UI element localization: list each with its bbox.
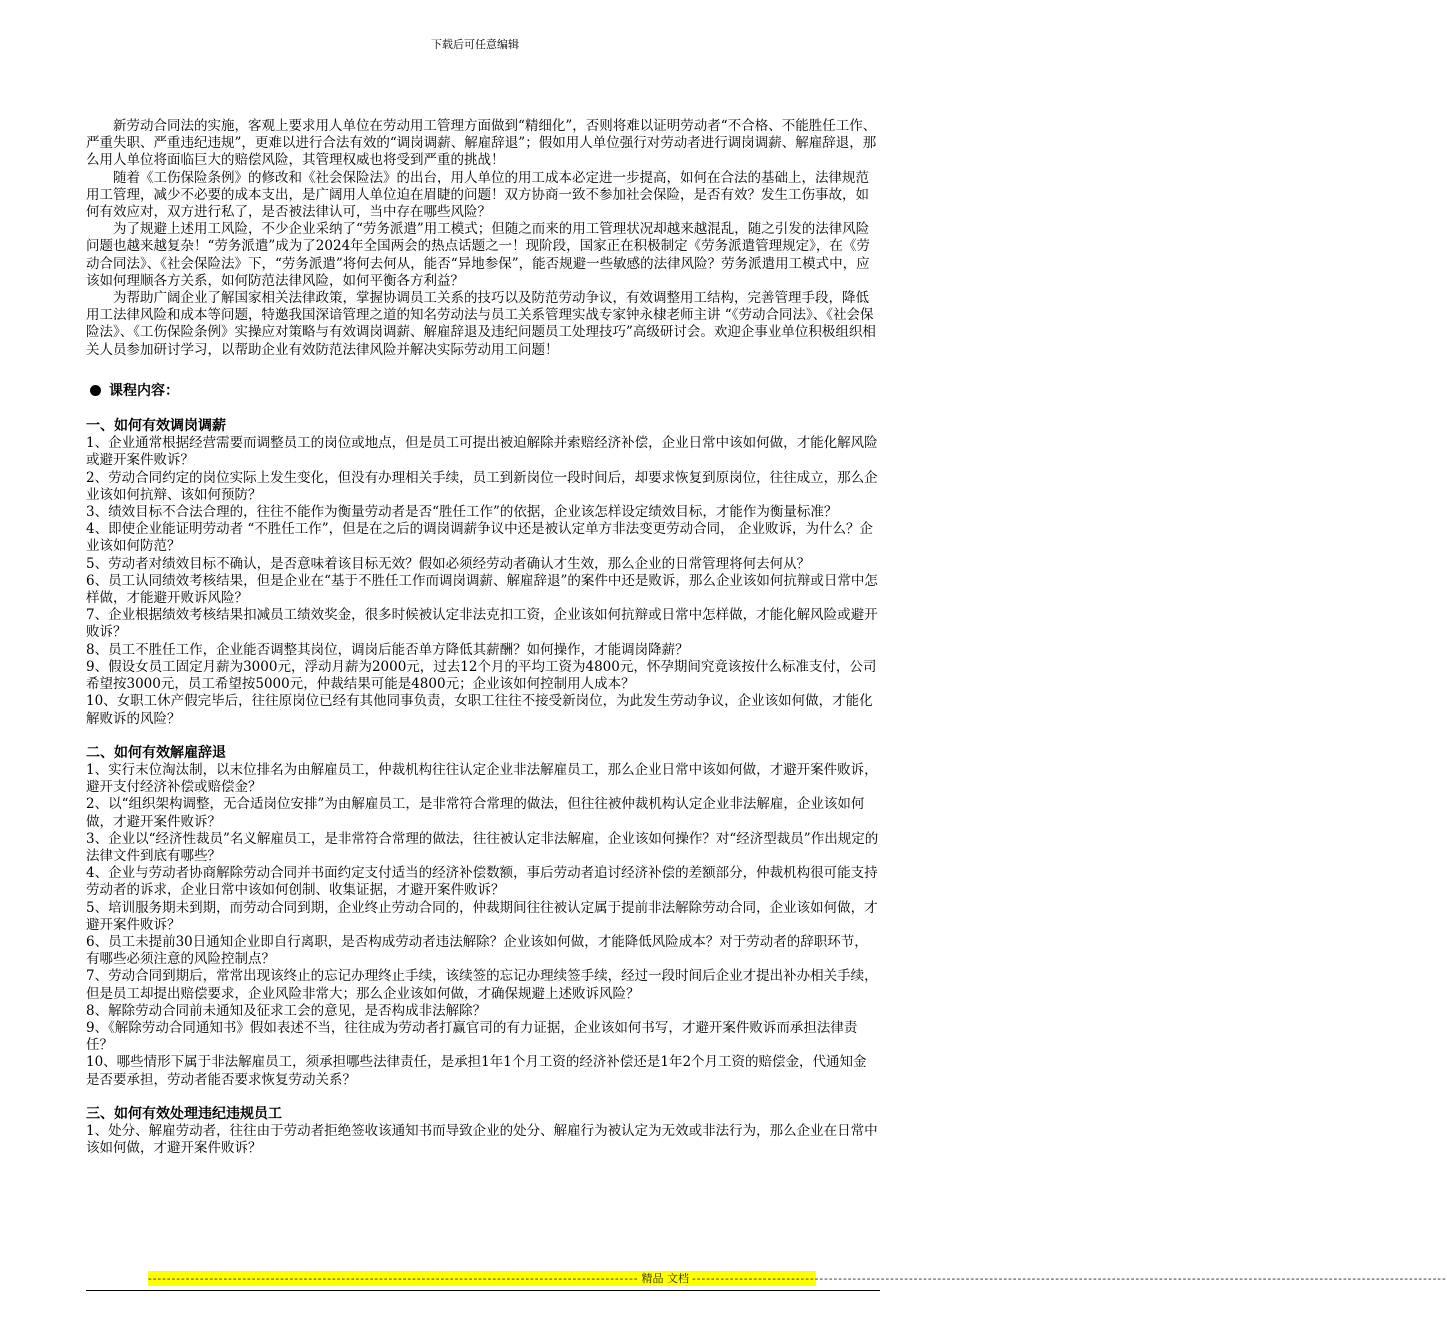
list-item: 5、培训服务期未到期，而劳动合同到期，企业终止劳动合同的，仲裁期间往往被认定属于提前非法解除劳动合同，企业该如何做，才避开案件败诉？ [86,899,878,933]
list-item: 8、解除劳动合同前未通知及征求工会的意见，是否构成非法解除？ [86,1002,487,1019]
course-heading [86,383,880,400]
list-item: 10、哪些情形下属于非法解雇员工，须承担哪些法律责任，是承担1年1个月工资的经济补偿还是1年2个月工资的赔偿金，代通知金是否要承担，劳动者能否要求恢复劳动关系？ [86,1054,867,1088]
list-item: 8、员工不胜任工作，企业能否调整其岗位，调岗后能否单方降低其薪酬？如何操作，才能调岗降薪？ [86,641,689,658]
intro-paragraph: 随着《工伤保险条例》的修改和《社会保险法》的出台，用人单位的用工成本必定进一步提高，如何在合法的基础上，法律规范用工管理，减少不必要的成本支出，是广阔用人单位迫在眉睫的问题！双方协商一致不参加社会保险，是否有效？发生工伤事故，如何有效应对，双方进行私了，是否被法律认可，当中存在哪些风险？ [86,169,869,221]
intro-paragraph: 为了规避上述用工风险，不少企业采纳了“劳务派遣”用工模式；但随之而来的用工管理状况却越来越混乱，随之引发的法律风险问题也越来越复杂！“劳务派遣”成为了2024年全国两会的热点话题之一！现阶段，国家正在积极制定《劳务派遣管理规定》，在《劳动合同法》、《社会保险法》下，“劳务派遣”将何去何从，能否“异地参保”，能否规避一些敏感的法律风险？劳务派遣用工模式中，应该如何理顺各方关系，如何防范法律风险，如何平衡各方利益？ [86,221,870,289]
footer-divider [86,1290,880,1291]
list-item: 1、企业通常根据经营需要而调整员工的岗位或地点，但是员工可提出被迫解除并索赔经济补偿，企业日常中该如何做，才能化解风险或避开案件败诉？ [86,435,878,469]
section-title: 二、如何有效解雇辞退 [86,744,226,761]
section-title: 一、如何有效调岗调薪 [86,418,226,435]
header-note: 下载后可任意编辑 [431,38,519,51]
list-item: 4、企业与劳动者协商解除劳动合同并书面约定支付适当的经济补偿数额，事后劳动者追讨经济补偿的差额部分，仲裁机构很可能支持劳动者的诉求，企业日常中该如何创制、收集证据，才避开案件败诉？ [86,865,878,899]
list-item: 6、员工认同绩效考核结果，但是企业在“基于不胜任工作而调岗调薪、解雇辞退”的案件中还是败诉，那么企业该如何抗辩或日常中怎样做，才能避开败诉风险？ [86,572,878,607]
section-1 [86,418,880,728]
list-item: 1、处分、解雇劳动者，往往由于劳动者拒绝签收该通知书而导致企业的处分、解雇行为被认定为无效或非法行为，那么企业在日常中该如何做，才避开案件败诉？ [86,1122,878,1157]
section-3 [86,1106,880,1158]
footer-dashes-left: -------------------------------------------------------------------------------------------------------- [148,1272,639,1285]
list-item: 7、企业根据绩效考核结果扣减员工绩效奖金，很多时候被认定非法克扣工资，企业该如何抗辩或日常中怎样做，才能化解风险或避开败诉？ [86,607,878,641]
footer-label: 精品 文档 [641,1272,690,1285]
section-2 [86,745,880,1089]
list-item: 9、《解除劳动合同通知书》假如表述不当，往往成为劳动者打赢官司的有力证据，企业该如何书写，才避开案件败诉而承担法律责任？ [86,1019,858,1054]
list-item: 3、企业以“经济性裁员”名义解雇员工，是非常符合常理的做法，往往被认定非法解雇，企业该如何操作？对“经济型裁员”作出规定的法律文件到底有哪些？ [86,830,879,864]
intro-paragraph: 新劳动合同法的实施，客观上要求用人单位在劳动用工管理方面做到“精细化”，否则将难以证明劳动者“不合格、不能胜任工作、严重失职、严重违纪违规”，更难以进行合法有效的“调岗调薪、解雇辞退”；假如用人单位强行对劳动者进行调岗调薪、解雇辞退，那么用人单位将面临巨大的赔偿风险，其管理权威也将受到严重的挑战！ [86,118,877,169]
footer-dashes-right: ---------------------------------------------------------------------------------------------------------------------------------------------------------------- [692,1272,1447,1285]
list-item: 3、绩效目标不合法合理的，往往不能作为衡量劳动者是否“胜任工作”的依据，企业该怎样设定绩效目标，才能作为衡量标准？ [86,504,838,521]
footer-banner [148,1271,1447,1286]
intro-paragraph: 为帮助广阔企业了解国家相关法律政策，掌握协调员工关系的技巧以及防范劳动争议，有效调整用工结构，完善管理手段，降低用工法律风险和成本等问题，特邀我国深谙管理之道的知名劳动法与员工关系管理实战专家钟永棣老师主讲 “《劳动合同法》、《社会保险法》、《工伤保险条例》实操应对策略与有效调岗调薪、解雇辞退及违纪问题员工处理技巧”高级研讨会。欢迎企事业单位积极组织相关人员参加研讨学习，以帮助企业有效防范法律风险并解决实际劳动用工问题！ [86,290,876,358]
section-title: 三、如何有效处理违纪违规员工 [86,1105,282,1122]
list-item: 10、女职工休产假完毕后，往往原岗位已经有其他同事负责，女职工往往不接受新岗位，为此发生劳动争议，企业该如何做，才能化解败诉的风险？ [86,693,873,727]
list-item: 2、劳动合同约定的岗位实际上发生变化，但没有办理相关手续，员工到新岗位一段时间后，却要求恢复到原岗位，往往成立，那么企业该如何抗辩、该如何预防？ [86,469,878,503]
list-item: 9、假设女员工固定月薪为3000元，浮动月薪为2000元，过去12个月的平均工资为4800元，怀孕期间究竟该按什么标准支付，公司希望按3000元，员工希望按5000元，仲裁结果可能是4800元；企业该如何控制用人成本？ [86,658,877,693]
course-heading-text: 课程内容： [109,382,179,399]
list-item: 5、劳动者对绩效目标不确认，是否意味着该目标无效？假如必须经劳动者确认才生效，那么企业的日常管理将何去何从？ [86,555,811,572]
list-item: 6、员工未提前30日通知企业即自行离职，是否构成劳动者违法解除？企业该如何做，才能降低风险成本？对于劳动者的辞职环节，有哪些必须注意的风险控制点？ [86,933,868,968]
bullet-icon [90,385,101,396]
document-body [86,118,880,1157]
list-item: 1、实行末位淘汰制，以末位排名为由解雇员工，仲裁机构往往认定企业非法解雇员工，那么企业日常中该如何做，才避开案件败诉，避开支付经济补偿或赔偿金？ [86,761,878,796]
list-item: 4、即使企业能证明劳动者 “不胜任工作”，但是在之后的调岗调薪争议中还是被认定单方非法变更劳动合同， 企业败诉，为什么？企业该如何防范？ [86,521,873,555]
list-item: 2、以“组织架构调整，无合适岗位安排”为由解雇员工，是非常符合常理的做法，但往往被仲裁机构认定企业非法解雇，企业该如何做，才避开案件败诉？ [86,796,865,830]
list-item: 7、劳动合同到期后，常常出现该终止的忘记办理终止手续，该续签的忘记办理续签手续，经过一段时间后企业才提出补办相关手续，但是员工却提出赔偿要求，企业风险非常大；那么企业该如何做，才确保规避上述败诉风险？ [86,968,878,1002]
